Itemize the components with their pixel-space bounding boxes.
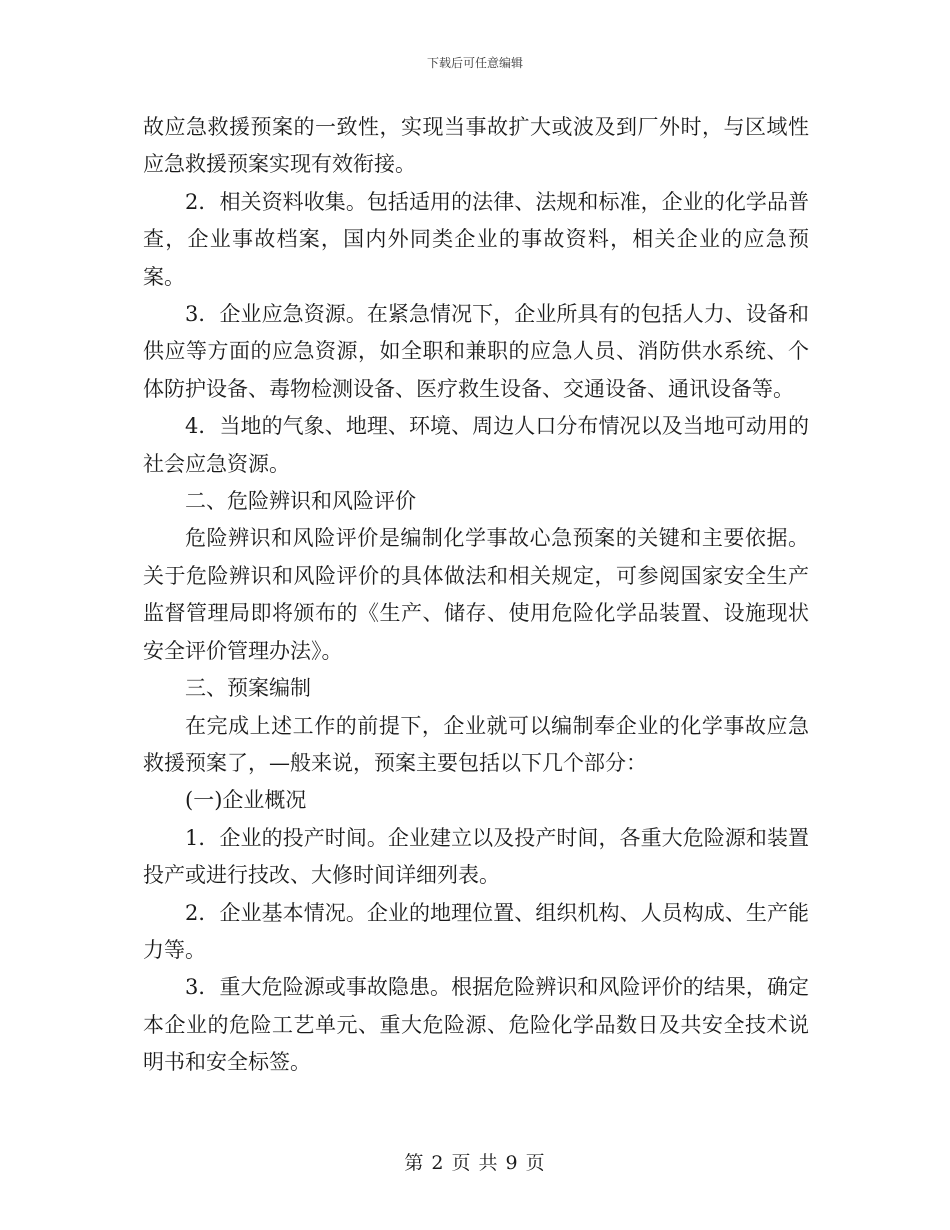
- paragraph: 危险辨识和风险评价是编制化学事故心急预案的关键和主要依据。关于危险辨识和风险评价的具体做法和相关规定，可参阅国家安全生产监督管理局即将颁布的《生产、储存、使用危险化学品装置、设施现状安全评价管理办法》。: [143, 526, 809, 663]
- page-number: 第 2 页 共 9 页: [404, 1152, 546, 1174]
- paragraph: 故应急救援预案的一致性，实现当事故扩大或波及到厂外时，与区域性应急救援预案实现有效衔接。: [143, 115, 809, 177]
- section-heading: 二、危险辨识和风险评价: [185, 489, 416, 514]
- paragraph: 3．企业应急资源。在紧急情况下，企业所具有的包括人力、设备和供应等方面的应急资源，如全职和兼职的应急人员、消防供水系统、个体防护设备、毒物检测设备、医疗救生设备、交通设备、通讯设备等。: [143, 302, 809, 401]
- paragraph: 1．企业的投产时间。企业建立以及投产时间，各重大危险源和装置投产或进行技改、大修时间详细列表。: [143, 825, 809, 888]
- paragraph: 4．当地的气象、地理、环境、周边人口分布情况以及当地可动用的社会应急资源。: [143, 414, 809, 476]
- section-heading: 三、预案编制: [185, 676, 311, 701]
- subsection-heading: (一)企业概况: [185, 788, 307, 813]
- paragraph: 2．企业基本情况。企业的地理位置、组织机构、人员构成、生产能力等。: [143, 900, 809, 962]
- paragraph: 在完成上述工作的前提下，企业就可以编制奉企业的化学事故应急救援预案了，—般来说，预案主要包括以下几个部分：: [143, 713, 809, 775]
- paragraph: 2．相关资料收集。包括适用的法律、法规和标准，企业的化学品普查，企业事故档案，国内外同类企业的事故资料，相关企业的应急预案。: [143, 189, 809, 289]
- paragraph: 3．重大危险源或事故隐患。根据危险辨识和风险评价的结果，确定本企业的危险工艺单元、重大危险源、危险化学品数日及共安全技术说明书和安全标签。: [143, 975, 809, 1075]
- document-body: [143, 109, 809, 1082]
- page-header-note: 下载后可任意编辑: [426, 56, 523, 70]
